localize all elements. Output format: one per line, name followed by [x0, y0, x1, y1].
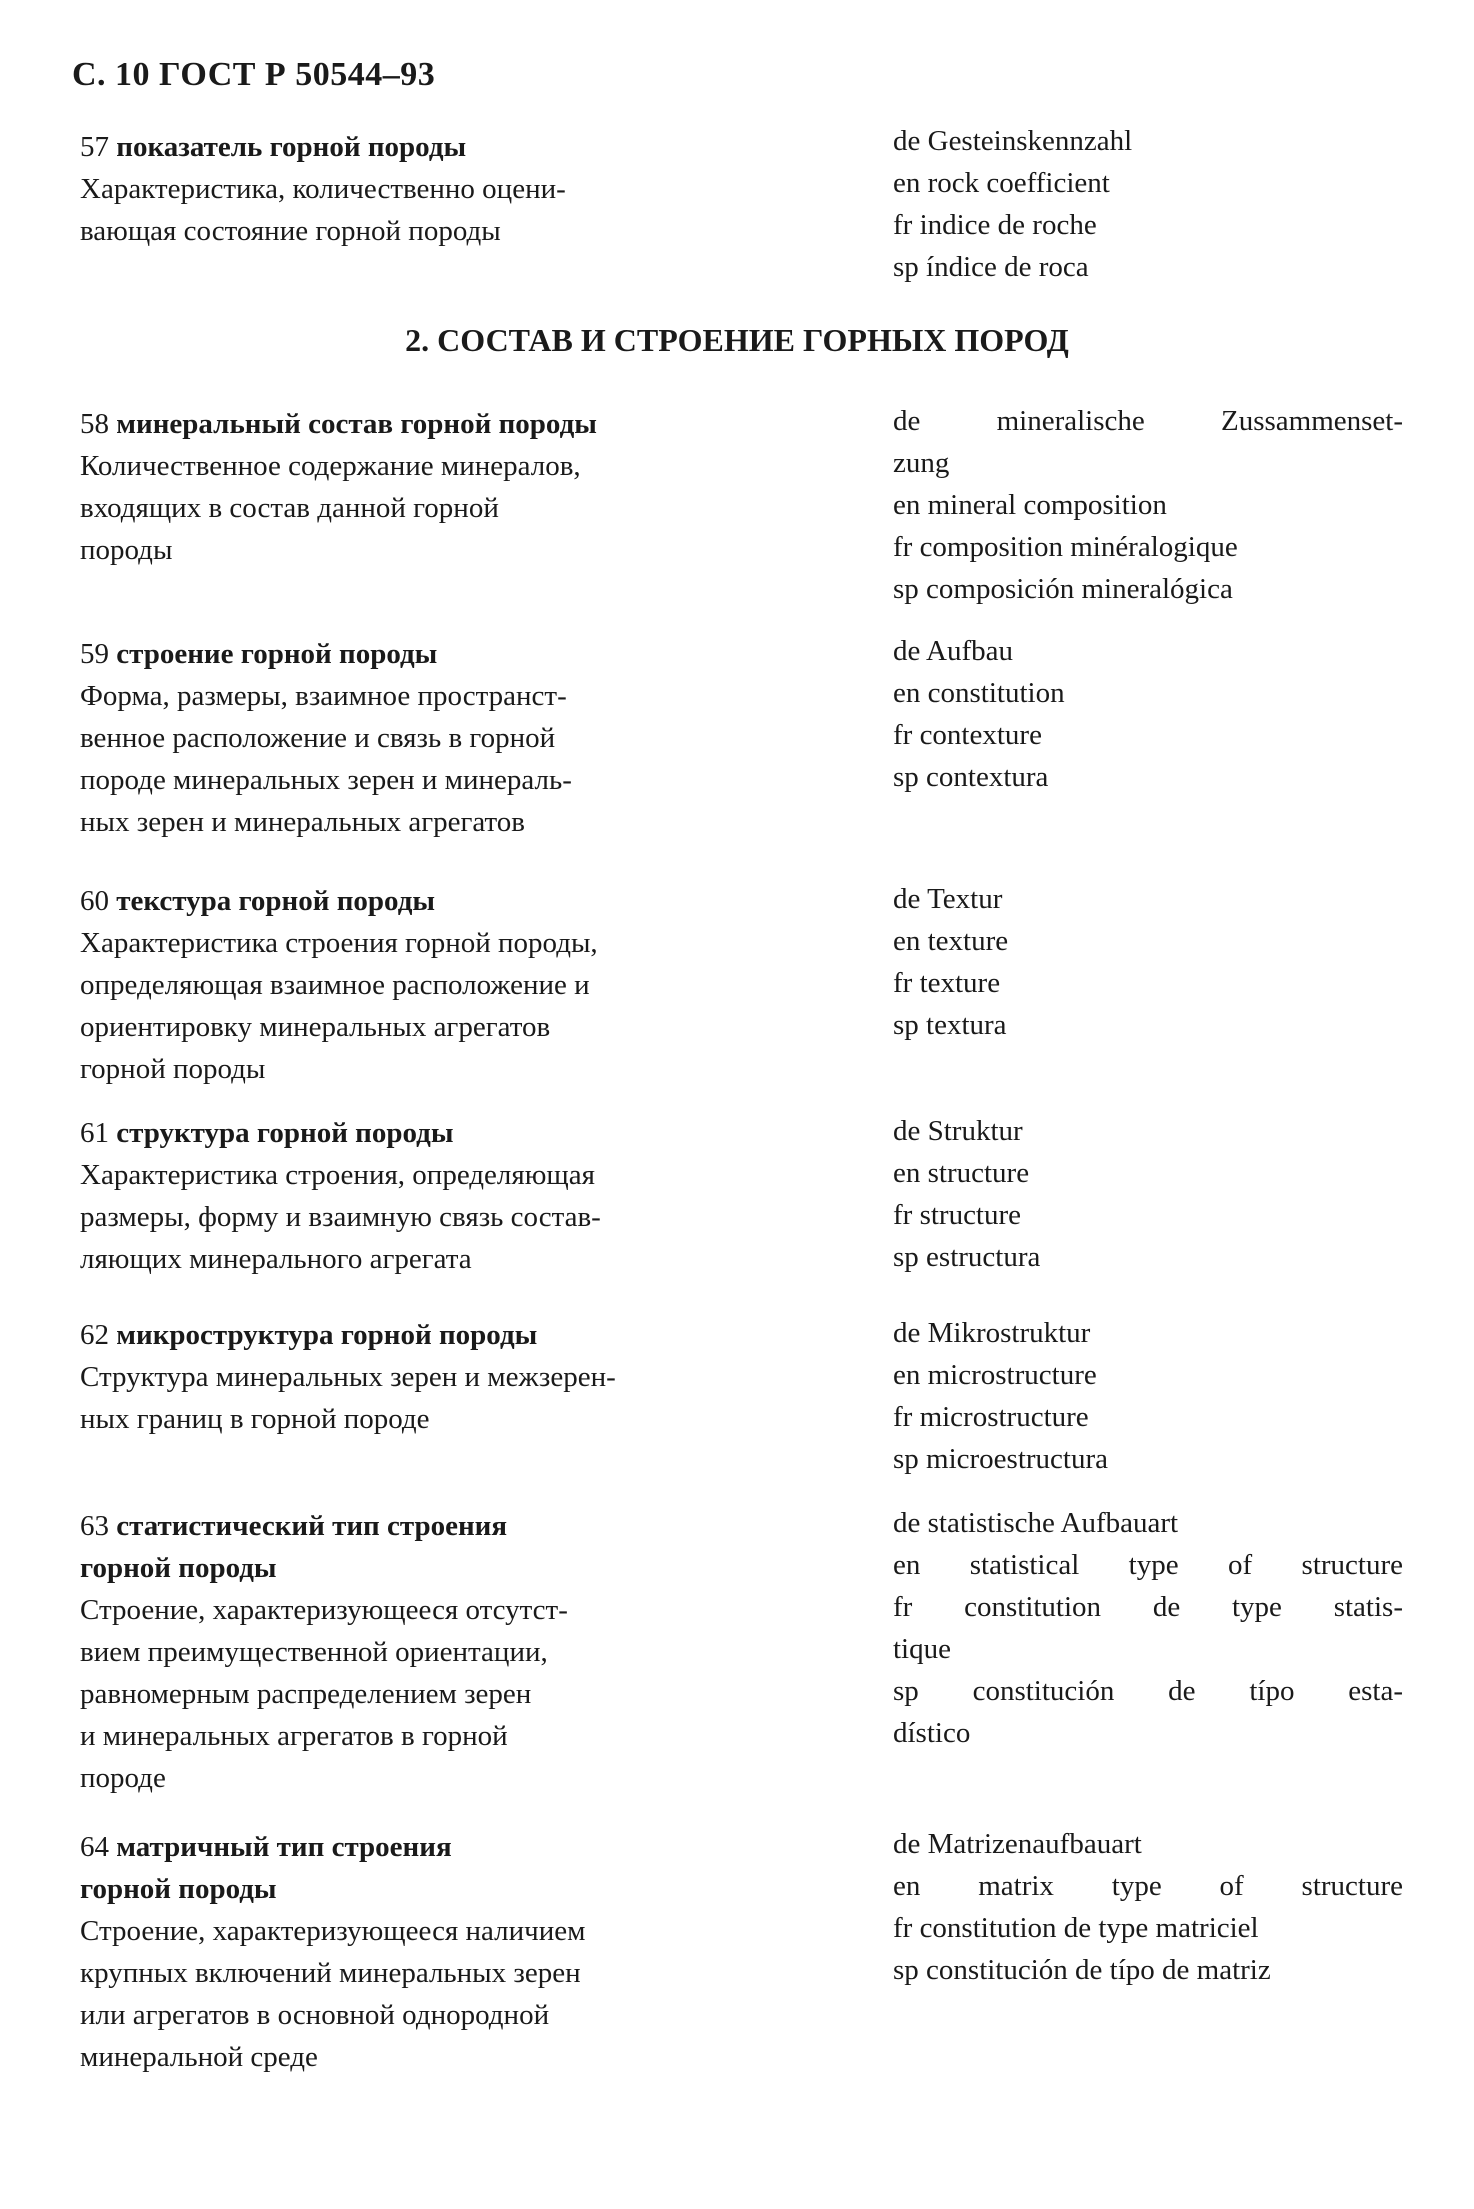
term-60	[80, 880, 780, 1090]
term-definition-line: Структура минеральных зерен и межзерен-	[80, 1361, 616, 1393]
equivalents-59	[893, 630, 1403, 798]
equivalents-61	[893, 1110, 1403, 1278]
equivalent-fr: fr constitution de type statis-	[893, 1591, 1403, 1623]
term-definition-line: ляющих минерального агрегата	[80, 1243, 472, 1275]
term-number: 64	[80, 1831, 109, 1863]
equivalent-sp-cont: dístico	[893, 1717, 971, 1749]
term-58	[80, 403, 780, 571]
equivalent-fr: fr contexture	[893, 719, 1042, 751]
equivalent-sp: sp índice de roca	[893, 251, 1089, 283]
term-number: 58	[80, 408, 109, 440]
equivalent-de: de Aufbau	[893, 635, 1013, 667]
term-definition-line: вающая состояние горной породы	[80, 215, 501, 247]
term-definition-line: минеральной среде	[80, 2041, 318, 2073]
term-title: статистический тип строения	[116, 1510, 508, 1542]
equivalent-en: en statistical type of structure	[893, 1549, 1403, 1581]
equivalent-sp: sp estructura	[893, 1241, 1041, 1273]
term-61	[80, 1112, 780, 1280]
term-definition-line: равномерным распределением зерен	[80, 1678, 532, 1710]
term-title: минеральный состав горной породы	[116, 408, 597, 440]
equivalents-62	[893, 1312, 1403, 1480]
equivalent-fr: fr microstructure	[893, 1401, 1089, 1433]
term-definition-line: Характеристика строения горной породы,	[80, 927, 598, 959]
term-definition-line: вием преимущественной ориентации,	[80, 1636, 548, 1668]
term-definition-line: входящих в состав данной горной	[80, 492, 499, 524]
equivalent-en: en structure	[893, 1157, 1030, 1189]
term-definition-line: Форма, размеры, взаимное пространст-	[80, 680, 567, 712]
term-definition-line: Строение, характеризующееся наличием	[80, 1915, 586, 1947]
term-definition-line: ориентировку минеральных агрегатов	[80, 1011, 551, 1043]
equivalent-de: de Matrizenaufbauart	[893, 1828, 1142, 1860]
equivalents-64	[893, 1823, 1403, 1991]
term-definition-line: Строение, характеризующееся отсутст-	[80, 1594, 568, 1626]
equivalent-sp: sp microestructura	[893, 1443, 1109, 1475]
equivalents-60	[893, 878, 1403, 1046]
term-definition-line: крупных включений минеральных зерен	[80, 1957, 581, 1989]
term-title: матричный тип строения	[116, 1831, 452, 1863]
term-definition-line: Характеристика, количественно оцени-	[80, 173, 566, 205]
equivalent-de-cont: zung	[893, 447, 950, 479]
equivalent-de: de mineralische Zussammenset-	[893, 405, 1403, 437]
term-title: текстура горной породы	[116, 885, 436, 917]
term-number: 63	[80, 1510, 109, 1542]
term-number: 61	[80, 1117, 109, 1149]
equivalent-sp: sp textura	[893, 1009, 1007, 1041]
equivalent-en: en mineral composition	[893, 489, 1167, 521]
equivalent-fr: fr structure	[893, 1199, 1022, 1231]
equivalent-sp: sp constitución de típo de matriz	[893, 1954, 1271, 1986]
term-title: показатель горной породы	[116, 131, 467, 163]
term-definition-line: размеры, форму и взаимную связь состав-	[80, 1201, 601, 1233]
equivalent-de: de statistische Aufbauart	[893, 1507, 1179, 1539]
term-definition-line: Характеристика строения, определяющая	[80, 1159, 595, 1191]
equivalent-fr: fr indice de roche	[893, 209, 1097, 241]
equivalent-sp: sp composición mineralógica	[893, 573, 1233, 605]
term-57	[80, 126, 780, 252]
term-number: 62	[80, 1319, 109, 1351]
term-definition-line: породе	[80, 1762, 166, 1794]
equivalent-fr: fr constitution de type matriciel	[893, 1912, 1259, 1944]
term-number: 60	[80, 885, 109, 917]
page-header: С. 10 ГОСТ Р 50544–93	[72, 56, 436, 93]
equivalent-fr: fr composition minéralogique	[893, 531, 1238, 563]
term-63	[80, 1505, 780, 1799]
term-title-cont: горной породы	[80, 1552, 277, 1584]
term-definition-line: и минеральных агрегатов в горной	[80, 1720, 508, 1752]
equivalent-sp: sp constitución de típo esta-	[893, 1675, 1403, 1707]
term-title: структура горной породы	[116, 1117, 454, 1149]
equivalents-63	[893, 1502, 1403, 1754]
equivalent-de: de Gesteinskennzahl	[893, 125, 1133, 157]
equivalent-fr: fr texture	[893, 967, 1001, 999]
term-number: 59	[80, 638, 109, 670]
term-64	[80, 1826, 780, 2078]
equivalent-de: de Struktur	[893, 1115, 1023, 1147]
term-definition-line: определяющая взаимное расположение и	[80, 969, 590, 1001]
section-title: 2. СОСТАВ И СТРОЕНИЕ ГОРНЫХ ПОРОД	[405, 322, 1069, 358]
term-title: строение горной породы	[116, 638, 438, 670]
term-definition-line: ных зерен и минеральных агрегатов	[80, 806, 525, 838]
term-definition-line: породы	[80, 534, 173, 566]
term-title: микроструктура горной породы	[116, 1319, 538, 1351]
equivalent-fr-cont: tique	[893, 1633, 951, 1665]
equivalent-en: en texture	[893, 925, 1009, 957]
term-definition-line: Количественное содержание минералов,	[80, 450, 581, 482]
term-definition-line: горной породы	[80, 1053, 266, 1085]
equivalents-58	[893, 400, 1403, 610]
term-definition-line: породе минеральных зерен и минераль-	[80, 764, 572, 796]
equivalent-en: en rock coefficient	[893, 167, 1110, 199]
equivalent-en: en matrix type of structure	[893, 1870, 1403, 1902]
equivalents-57	[893, 120, 1403, 288]
equivalent-de: de Mikrostruktur	[893, 1317, 1091, 1349]
equivalent-en: en microstructure	[893, 1359, 1097, 1391]
term-definition-line: ных границ в горной породе	[80, 1403, 430, 1435]
equivalent-de: de Textur	[893, 883, 1003, 915]
term-title-cont: горной породы	[80, 1873, 277, 1905]
term-definition-line: или агрегатов в основной однородной	[80, 1999, 550, 2031]
equivalent-sp: sp contextura	[893, 761, 1049, 793]
term-62	[80, 1314, 780, 1440]
equivalent-en: en constitution	[893, 677, 1065, 709]
term-59	[80, 633, 780, 843]
term-number: 57	[80, 131, 109, 163]
term-definition-line: венное расположение и связь в горной	[80, 722, 556, 754]
